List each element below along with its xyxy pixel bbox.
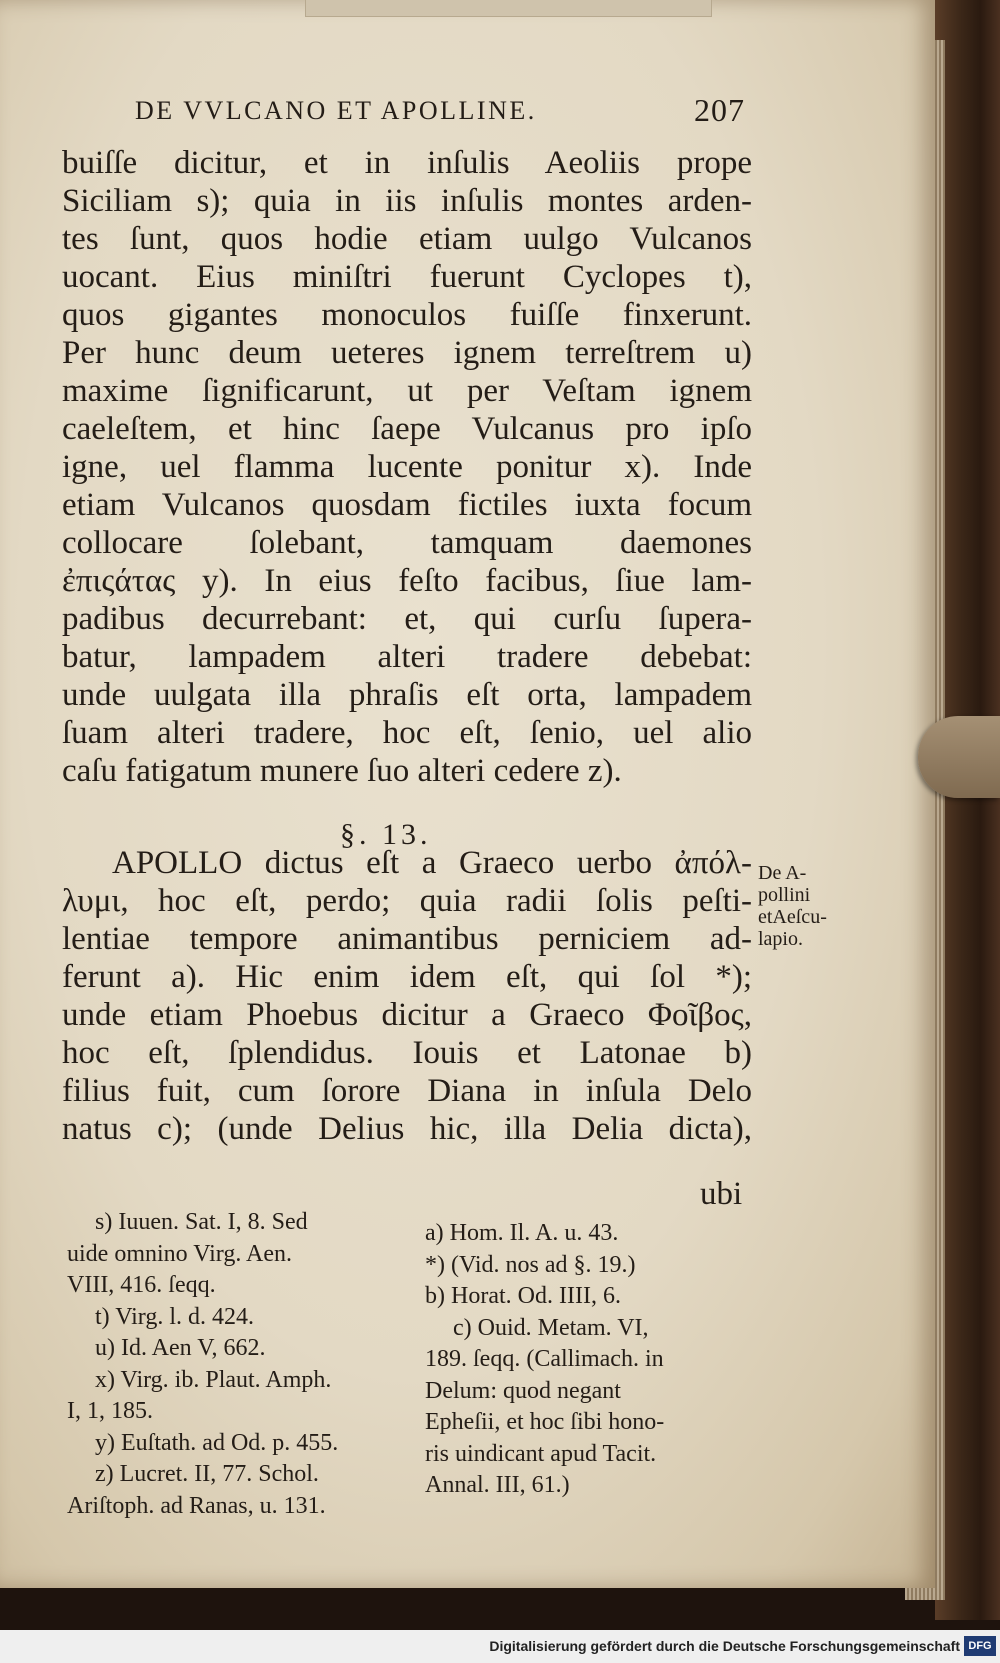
- footnotes-left-column: [67, 1207, 397, 1522]
- footnote-line: c) Ouid. Metam. VI,: [453, 1314, 649, 1341]
- text-line: ferunt a). Hic enim idem eſt, qui ſol *);: [62, 959, 752, 995]
- footnote-line: u) Id. Aen V, 662.: [95, 1335, 266, 1361]
- margin-note: [758, 862, 868, 950]
- page-number: 207: [694, 92, 745, 128]
- running-head: [125, 92, 745, 136]
- footnote-line: t) Virg. l. d. 424.: [95, 1303, 255, 1330]
- margin-note-line: De A-: [758, 862, 807, 884]
- text-line: unde uulgata illa phraſis eſt orta, lampadem: [62, 677, 752, 713]
- text-line: collocare ſolebant, tamquam daemones: [62, 525, 752, 561]
- footnote-line: Ariſtoph. ad Ranas, u. 131.: [67, 1492, 326, 1519]
- footnote-line: I, 1, 185.: [67, 1398, 153, 1424]
- text-line: hoc eſt, ſplendidus. Iouis et Latonae b): [62, 1035, 752, 1071]
- text-line: filius fuit, cum ſorore Diana in inſula Delo: [62, 1073, 752, 1109]
- footnote-line: Delum: quod negant: [425, 1377, 621, 1404]
- margin-note-line: pollini: [758, 884, 811, 906]
- text-line: buiſſe dicitur, et in inſulis Aeoliis prope: [62, 145, 752, 181]
- bookmark-clip: [918, 716, 1000, 798]
- body-text: [62, 144, 752, 1147]
- dfg-logo-icon: DFG: [964, 1636, 996, 1656]
- text-line: batur, lampadem alteri tradere debebat:: [62, 639, 752, 675]
- footer-credit: Digitalisierung gefördert durch die Deutsche Forschungsgemeinschaft: [489, 1638, 960, 1654]
- text-line: Siciliam s); quia in iis inſulis montes arden-: [62, 183, 752, 219]
- text-line: caſu fatigatum munere ſuo alteri cedere z).: [62, 753, 622, 789]
- text-line: APOLLO dictus eſt a Graeco uerbo ἀπόλ-: [112, 845, 752, 881]
- text-line: natus c); (unde Delius hic, illa Delia dicta),: [62, 1111, 752, 1147]
- footnote-line: VIII, 416. ſeqq.: [67, 1272, 216, 1298]
- footnote-line: b) Horat. Od. IIII, 6.: [425, 1283, 621, 1309]
- footnote-line: y) Euſtath. ad Od. p. 455.: [95, 1429, 339, 1456]
- text-line: igne, uel flamma lucente ponitur x). Inde: [62, 449, 752, 485]
- text-line: quos gigantes monoculos fuiſſe finxerunt.: [62, 297, 752, 333]
- footnote-line: uide omnino Virg. Aen.: [67, 1240, 292, 1267]
- text-line: caeleſtem, et hinc ſaepe Vulcanus pro ipſo: [62, 411, 752, 447]
- footnote-line: Epheſii, et hoc ſibi hono-: [425, 1409, 665, 1435]
- text-line: ἐπιςάτας y). In eius feſto facibus, ſiue lam-: [62, 563, 752, 599]
- text-line: maxime ſignificarunt, ut per Veſtam ignem: [62, 373, 752, 409]
- text-line: tes ſunt, quos hodie etiam uulgo Vulcanos: [62, 221, 752, 257]
- footnote-line: a) Hom. Il. A. u. 43.: [425, 1220, 619, 1246]
- text-line: padibus decurrebant: et, qui curſu ſupera-: [62, 601, 752, 637]
- text-line: etiam Vulcanos quosdam fictiles iuxta focum: [62, 487, 752, 523]
- footnotes-right-column: [425, 1218, 755, 1502]
- text-line: λυμι, hoc eſt, perdo; quia radii ſolis peſti-: [62, 883, 752, 919]
- section-heading: §. 13.: [340, 818, 432, 851]
- text-line: ſuam alteri tradere, hoc eſt, ſenio, uel alio: [62, 715, 752, 751]
- text-line: unde etiam Phoebus dicitur a Graeco Φοῖβος,: [62, 997, 752, 1033]
- footer-bar: [0, 1630, 1000, 1663]
- footnote-line: ris uindicant apud Tacit.: [425, 1440, 657, 1467]
- text-line: uocant. Eius miniſtri fuerunt Cyclopes t),: [62, 259, 752, 295]
- running-head-title: DE VVLCANO ET APOLLINE.: [135, 96, 537, 125]
- page-tab: [305, 0, 712, 17]
- margin-note-line: lapio.: [758, 928, 803, 950]
- footnote-line: Annal. III, 61.): [425, 1472, 570, 1498]
- footnote-line: 189. ſeqq. (Callimach. in: [425, 1346, 664, 1372]
- footnote-line: x) Virg. ib. Plaut. Amph.: [95, 1366, 332, 1393]
- text-line: Per hunc deum ueteres ignem terreſtrem u): [62, 335, 752, 371]
- margin-note-line: etAeſcu-: [758, 906, 827, 928]
- catchword: ubi: [700, 1176, 743, 1212]
- footnote-line: z) Lucret. II, 77. Schol.: [95, 1461, 319, 1487]
- text-line: lentiae tempore animantibus perniciem ad-: [62, 921, 752, 957]
- footnote-line: s) Iuuen. Sat. I, 8. Sed: [95, 1209, 308, 1235]
- footnote-line: *) (Vid. nos ad §. 19.): [425, 1251, 636, 1278]
